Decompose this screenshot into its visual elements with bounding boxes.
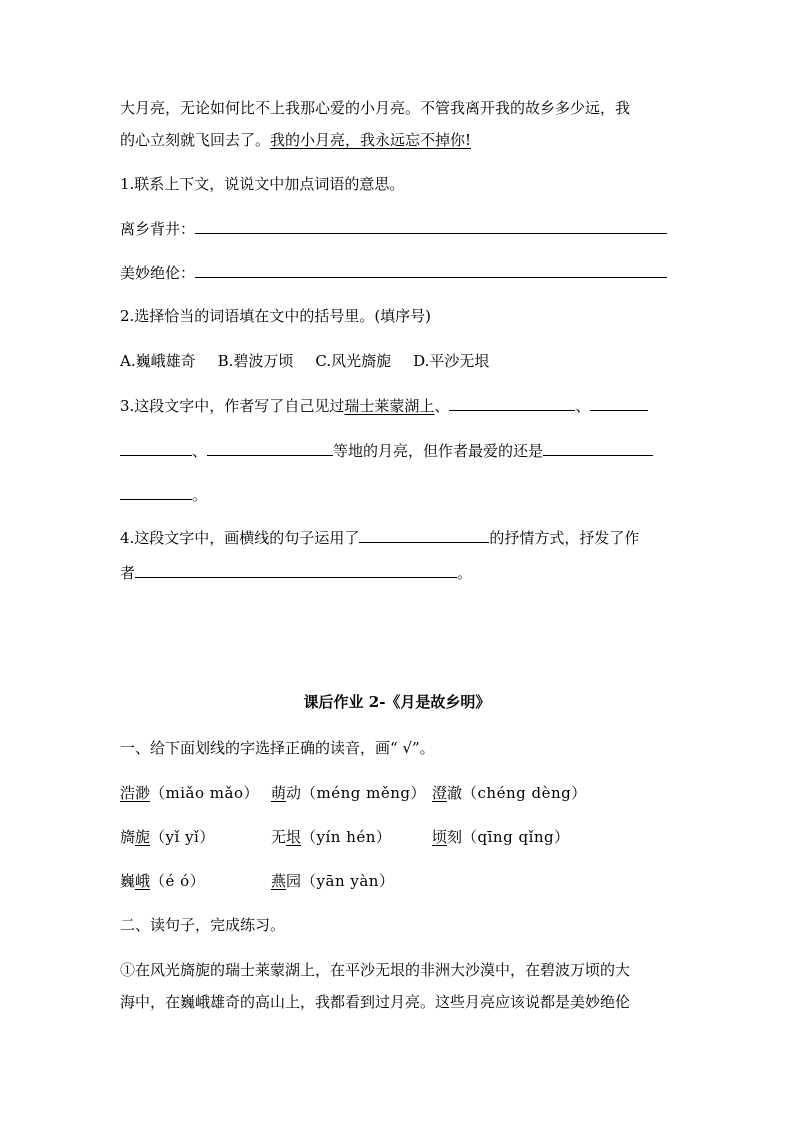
pinyin-options[interactable]: （qīng qǐng） (462, 828, 570, 846)
answer-blank[interactable] (195, 263, 667, 278)
section-title: 课后作业 2-《月是故乡明》 (303, 693, 491, 711)
underlined-char: 垠 (286, 828, 302, 846)
option-b: B.碧波万顷 (217, 352, 294, 370)
q2-options (120, 351, 489, 371)
pinyin-item (432, 827, 602, 847)
word-rest: 无 (271, 828, 287, 846)
answer-blank[interactable] (590, 396, 648, 411)
section-one-heading: 一、给下面划线的字选择正确的读音，画“ √”。 (120, 739, 435, 757)
period: 。 (192, 486, 208, 504)
pinyin-options[interactable]: （chéng dèng） (462, 784, 587, 802)
answer-blank[interactable] (543, 441, 653, 456)
reading-passage-line-2: 海中，在巍峨雄奇的高山上，我都看到过月亮。这些月亮应该说都是美妙绝伦 (120, 993, 631, 1011)
q4-text: 的抒情方式，抒发了作 (489, 529, 640, 547)
answer-blank[interactable] (449, 396, 575, 411)
question-4-line-1 (120, 528, 639, 548)
question-3-line-1 (120, 396, 648, 416)
option-d: D.平沙无垠 (413, 352, 490, 370)
answer-blank[interactable] (195, 219, 667, 234)
pinyin-item (120, 827, 271, 847)
question-3-line-3 (120, 485, 207, 505)
separator: 、 (192, 442, 208, 460)
word-rest: 旖 (120, 828, 136, 846)
q1-item-label: 美妙绝伦： (120, 264, 196, 282)
period: 。 (457, 564, 473, 582)
separator: 、 (434, 397, 450, 415)
pinyin-options[interactable]: （é ó） (150, 872, 206, 890)
passage-text: 的心立刻就飞回去了。 (120, 131, 271, 149)
underlined-char: 峨 (135, 872, 151, 890)
passage-text: 大月亮，无论如何比不上我那心爱的小月亮。不管我离开我的故乡多少远，我 (120, 99, 631, 117)
word-rest: 澈 (447, 784, 463, 802)
q1-item-1 (120, 219, 667, 239)
question-1: 1.联系上下文，说说文中加点词语的意思。 (120, 175, 405, 193)
pinyin-row-1 (120, 783, 602, 803)
option-c: C.风光旖旎 (315, 352, 392, 370)
underlined-char: 顷 (432, 828, 448, 846)
reading-passage-line-1: ①在风光旖旎的瑞士莱蒙湖上，在平沙无垠的非洲大沙漠中，在碧波万顷的大 (120, 961, 631, 979)
answer-blank[interactable] (359, 528, 489, 543)
word-rest: 动 (286, 784, 302, 802)
pinyin-row-2 (120, 827, 602, 847)
pinyin-options[interactable]: （yín hén） (301, 828, 392, 846)
pinyin-options[interactable]: （miǎo mǎo） (150, 784, 259, 802)
pinyin-row-3 (120, 871, 432, 891)
question-4-line-2 (120, 563, 472, 583)
word-rest: 巍 (120, 872, 136, 890)
answer-blank[interactable] (120, 441, 192, 456)
answer-blank[interactable] (120, 485, 192, 500)
section-two-heading: 二、读句子，完成练习。 (120, 916, 286, 934)
answer-blank[interactable] (135, 563, 457, 578)
option-a: A.巍峨雄奇 (120, 352, 196, 370)
underlined-char: 浩渺 (120, 784, 151, 802)
pinyin-options[interactable]: （méng měng） (301, 784, 427, 802)
separator: 、 (575, 397, 591, 415)
question-3-line-2 (120, 441, 653, 461)
q4-text: 者 (120, 564, 136, 582)
pinyin-item (271, 871, 432, 891)
q1-item-label: 离乡背井： (120, 220, 196, 238)
underlined-sentence: 我的小月亮，我永远忘不掉你! (270, 131, 472, 149)
passage-line-1 (120, 98, 630, 118)
pinyin-item (271, 783, 432, 803)
pinyin-item (120, 783, 271, 803)
q3-example-underlined: 瑞士莱蒙湖上 (344, 397, 435, 415)
pinyin-item (120, 871, 271, 891)
q3-text: 等地的月亮，但作者最爱的还是 (333, 442, 544, 460)
underlined-char: 萌 (271, 784, 287, 802)
word-rest: 园 (286, 872, 302, 890)
q3-text: 3.这段文字中，作者写了自己见过 (120, 397, 345, 415)
word-rest: 刻 (447, 828, 463, 846)
question-2: 2.选择恰当的词语填在文中的括号里。(填序号) (120, 307, 432, 325)
pinyin-item (432, 783, 602, 803)
underlined-char: 旎 (135, 828, 151, 846)
pinyin-item (271, 827, 432, 847)
pinyin-options[interactable]: （yān yàn） (301, 872, 395, 890)
q4-text: 4.这段文字中，画横线的句子运用了 (120, 529, 360, 547)
underlined-char: 燕 (271, 872, 287, 890)
q1-item-2 (120, 263, 667, 283)
answer-blank[interactable] (207, 441, 333, 456)
passage-line-2 (120, 130, 471, 150)
underlined-char: 澄 (432, 784, 448, 802)
pinyin-options[interactable]: （yǐ yǐ） (150, 828, 215, 846)
